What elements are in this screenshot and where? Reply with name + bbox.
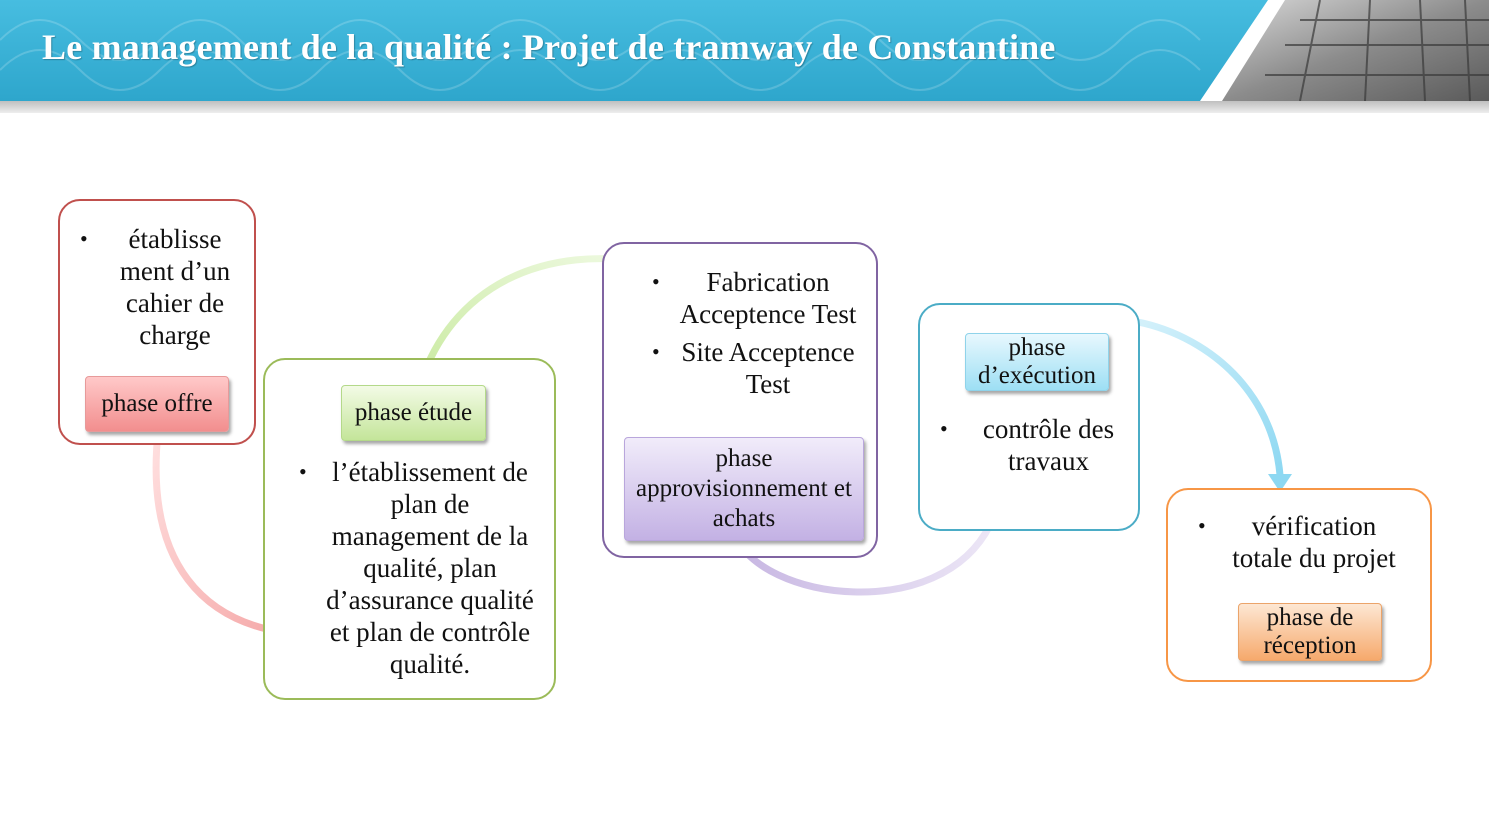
phase-box-etude bbox=[263, 358, 556, 700]
phase-label-reception: phase de réception bbox=[1238, 603, 1382, 661]
bullet-list bbox=[80, 223, 248, 351]
phase-label-offre: phase offre bbox=[85, 376, 229, 432]
bullet-item: • vérification totale du projet bbox=[1198, 510, 1408, 574]
bullet-item: • contrôle des travaux bbox=[940, 413, 1135, 477]
bullet-list bbox=[940, 413, 1135, 477]
phase-label-approvisionnement: phase approvisionnement et achats bbox=[624, 437, 864, 541]
phase-box-reception bbox=[1166, 488, 1432, 682]
bullet-item: • établisse ment d’un cahier de charge bbox=[80, 223, 248, 351]
page-title: Le management de la qualité : Projet de tramway de Constantine bbox=[42, 27, 1056, 67]
bullet-item: • Site Acceptence Test bbox=[652, 336, 862, 400]
bullet-item: • Fabrication Acceptence Test bbox=[652, 266, 862, 330]
bullet-item: • l’établissement de plan de management de la qualité, plan d’assurance qualité et plan de contrôle qualité. bbox=[299, 456, 539, 680]
bullet-list bbox=[1198, 510, 1408, 574]
phase-label-execution: phase d’exécution bbox=[965, 333, 1109, 391]
phase-box-offre bbox=[58, 199, 256, 445]
phase-label-etude: phase étude bbox=[341, 385, 486, 441]
phase-box-approvisionnement bbox=[602, 242, 878, 558]
bullet-list bbox=[652, 266, 862, 400]
bullet-list bbox=[299, 456, 539, 680]
phase-box-execution bbox=[918, 303, 1140, 531]
